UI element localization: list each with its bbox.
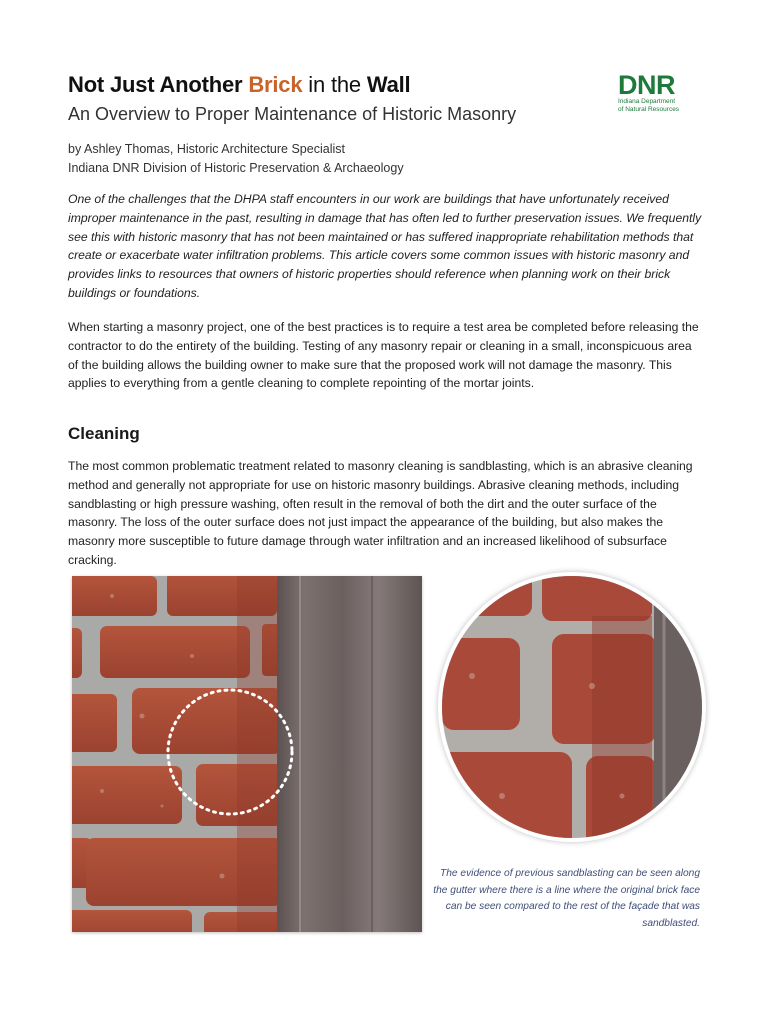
page-title (68, 72, 628, 98)
byline-author: by Ashley Thomas, Historic Architecture Specialist (68, 142, 345, 156)
dnr-logo-line1: Indiana Department (618, 98, 676, 105)
title-part-4: Wall (366, 72, 411, 97)
intro-paragraph: One of the challenges that the DHPA staff encounters in our work are buildings that have unfortunately received improper maintenance in the past, resulting in damage that has often led to further preservation issues. We frequently see this with historic masonry that has not been maintained or has suffered inappropriate rehabilitation methods that create or exacerbate water infiltration problems. This article covers some common issues with historic masonry and provides links to resources that owners of historic properties should reference when planning work on their brick buildings or foundations. (68, 192, 702, 300)
brick-wall-image (72, 576, 422, 932)
brick-detail-image (442, 576, 702, 838)
cleaning-heading: Cleaning (68, 424, 140, 443)
byline-division: Indiana DNR Division of Historic Preservation & Archaeology (68, 161, 404, 175)
dnr-logo-line2: of Natural Resources (618, 105, 680, 113)
dnr-logo-text: DNR (618, 70, 675, 100)
byline (68, 140, 404, 178)
brick-detail-photo (442, 576, 702, 838)
dnr-logo (618, 72, 708, 122)
title-part-3: in the (302, 72, 367, 97)
cleaning-paragraph: The most common problematic treatment related to masonry cleaning is sandblasting, which is an abrasive cleaning method and generally not appropriate for use on historic masonry buildings. Abrasive cleaning methods, including sandblasting or high pressure washing, often result in the removal of both the dirt and the outer surface of the masonry. The loss of the outer surface does not just impact the appearance of the building, but also makes the masonry more susceptible to future damage through water infiltration and an increased likelihood of subsurface cracking. (68, 459, 693, 567)
test-area-paragraph: When starting a masonry project, one of the best practices is to require a test area be completed before releasing the contractor to do the entirety of the building. Testing of any masonry repair or cleaning in a small, inconspicuous area of the building allows the building owner to make sure that the proposed work will not damage the masonry. This applies to everything from a gentle cleaning to complete repointing of the mortar joints. (68, 320, 699, 391)
title-part-1: Not Just Another (68, 72, 249, 97)
photo-caption: The evidence of previous sandblasting can be seen along the gutter where there is a line where the original brick face can be seen compared to the rest of the façade that was sandblasted. (433, 868, 700, 929)
title-accent-word: Brick (248, 72, 303, 97)
page-subtitle: An Overview to Proper Maintenance of Historic Masonry (68, 104, 517, 124)
brick-wall-photo (72, 576, 422, 932)
